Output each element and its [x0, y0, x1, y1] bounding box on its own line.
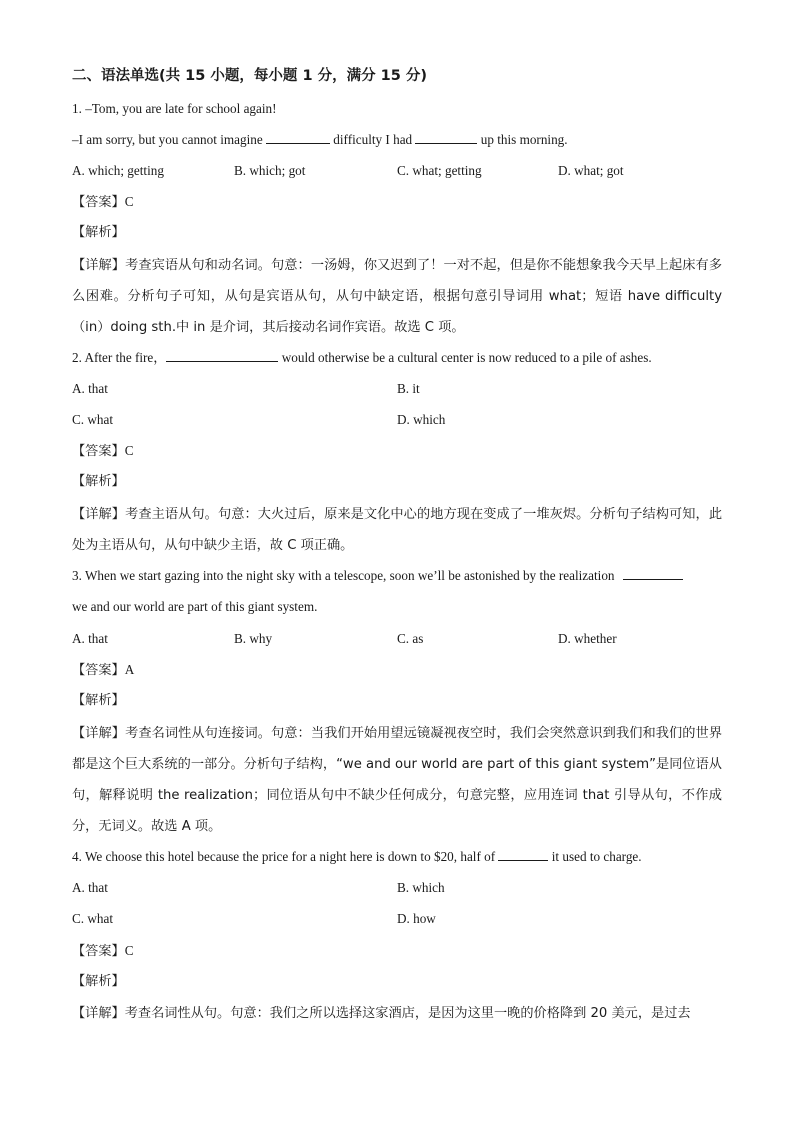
q3-detail-text: 考查名词性从句连接词。句意：当我们开始用望远镜凝视夜空时，我们会突然意识到我们和我们的世界都是这个巨大系统的一部分。分析句子结构，“we and our world are part of this giant system”是同位语从句，解释说明 the realization；同位语从句中不缺少任何成分，句意完整，应用连词 that 引导从句，不作成分，无词义。故选 A 项。 [72, 726, 723, 834]
q3-option-d: D. whether [558, 631, 617, 646]
q2-analysis-tag: 【解析】 [72, 474, 125, 489]
q4-option-c: C. what [72, 911, 114, 926]
section-title: 二、语法单选(共 15 小题，每小题 1 分，满分 15 分) [72, 68, 427, 84]
q4-blank [498, 848, 548, 861]
q3-stem-line1 [72, 567, 683, 585]
q4-option-b: B. which [397, 880, 445, 895]
q4-option-d: D. how [397, 911, 436, 926]
q2-detail-tag: 【详解】 [72, 507, 126, 522]
q2-detail [72, 499, 722, 561]
q1-blank-1 [266, 131, 330, 144]
q3-analysis-tag: 【解析】 [72, 693, 125, 708]
q2-answer-value: C [124, 443, 134, 458]
q3-option-a: A. that [72, 631, 108, 646]
q4-detail-tag: 【详解】 [72, 1006, 125, 1021]
q3-answer-tag: 【答案】 [72, 663, 125, 678]
q3-blank [623, 567, 683, 580]
q4-answer-value: C [124, 943, 134, 958]
q3-option-b: B. why [234, 631, 273, 646]
q1-blank-2 [415, 131, 477, 144]
q1-option-a: A. which; getting [72, 163, 164, 178]
q4-answer [72, 942, 134, 961]
q1-answer-value: C [124, 194, 134, 209]
q4-answer-tag: 【答案】 [72, 944, 125, 959]
q1-option-b: B. which; got [234, 163, 306, 178]
q2-stem-part-a: 2. After the fire， [72, 350, 167, 365]
q1-option-d: D. what; got [558, 163, 624, 178]
q2-blank [166, 349, 278, 362]
q3-stem-text: 3. When we start gazing into the night sky with a telescope, soon we’ll be astonished by the realization [72, 568, 615, 583]
q4-analysis-tag: 【解析】 [72, 974, 125, 989]
q3-answer-value: A [124, 662, 135, 677]
q2-detail-text: 考查主语从句。句意：大火过后，原来是文化中心的地方现在变成了一堆灰烬。分析句子结构可知，此处为主语从句，从句中缺少主语，故 C 项正确。 [72, 507, 723, 553]
q2-option-b: B. it [397, 381, 420, 396]
q1-analysis-tag: 【解析】 [72, 225, 125, 240]
q1-option-c: C. what; getting [397, 163, 482, 178]
q1-detail-tag: 【详解】 [72, 258, 126, 273]
q2-answer [72, 442, 134, 461]
q1-detail [72, 250, 722, 343]
q1-detail-text: 考查宾语从句和动名词。句意：一汤姆，你又迟到了！一对不起，但是你不能想象我今天早上起床有多么困难。分析句子可知，从句是宾语从句，从句中缺定语，根据句意引导词用 what；短语 have difficulty（in）doing sth.中 in 是介词，其后接动名词作宾语。故选 C 项。 [72, 258, 723, 335]
q2-option-a: A. that [72, 381, 108, 396]
q3-answer [72, 661, 134, 680]
q3-detail-tag: 【详解】 [72, 726, 126, 741]
q1-stem-part-b: difficulty I had [329, 132, 416, 147]
q4-detail-text: 考查名词性从句。句意：我们之所以选择这家酒店，是因为这里一晚的价格降到 20 美元，是过去 [124, 1006, 691, 1021]
q4-stem-part-b: it used to charge. [548, 849, 642, 864]
q2-option-d: D. which [397, 412, 446, 427]
q4-stem-line1 [72, 848, 642, 866]
q1-answer-tag: 【答案】 [72, 195, 125, 210]
q3-option-c: C. as [397, 631, 424, 646]
q3-detail [72, 718, 722, 842]
q2-stem-line1 [72, 349, 652, 367]
q2-stem-part-b: would otherwise be a cultural center is now reduced to a pile of ashes. [278, 350, 652, 365]
q3-stem-line2: we and our world are part of this giant system. [72, 599, 318, 614]
q1-answer [72, 193, 134, 212]
q1-stem-part-c: up this morning. [477, 132, 568, 147]
q1-stem-line1: 1. –Tom, you are late for school again! [72, 101, 277, 116]
q1-stem-part-a: –I am sorry, but you cannot imagine [72, 132, 266, 147]
q2-option-c: C. what [72, 412, 114, 427]
q1-stem-line2 [72, 131, 568, 149]
q2-answer-tag: 【答案】 [72, 444, 125, 459]
q4-stem-part-a: 4. We choose this hotel because the price for a night here is down to $20, half of [72, 849, 499, 864]
q4-option-a: A. that [72, 880, 108, 895]
q4-detail [72, 998, 722, 1029]
